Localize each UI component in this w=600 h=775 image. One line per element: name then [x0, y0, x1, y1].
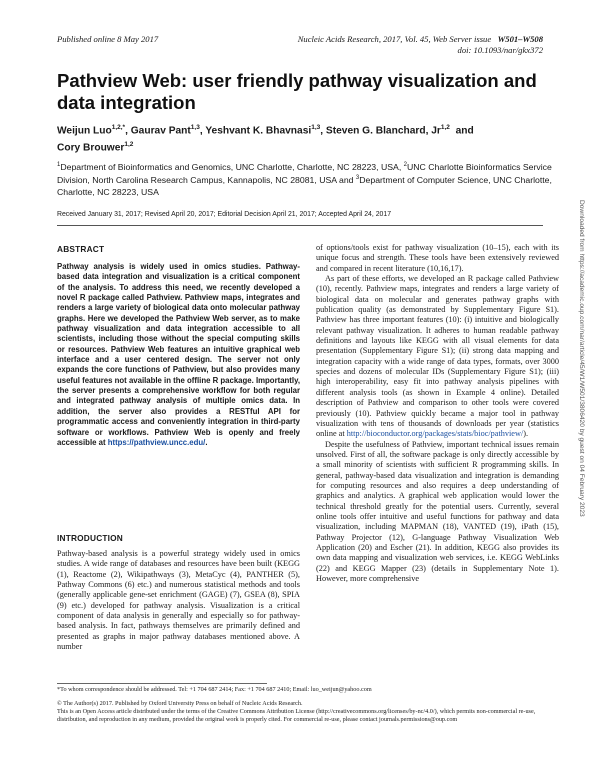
published-date: Published online 8 May 2017 [57, 34, 159, 44]
article-title: Pathview Web: user friendly pathway visualization and data integration [57, 70, 537, 113]
abstract-heading: ABSTRACT [57, 244, 105, 254]
download-watermark [576, 200, 586, 620]
introduction-body [57, 549, 300, 652]
body-text: As part of these efforts, we developed an R package called Pathview (10), recently. Pathview maps, integrates and renders a large variety of biological data on molecular and generates pathway graphs with publication quality (as demonstrated by Supplementary Figure S1). Pathview has three important features (10): (i) intuitive and biologically relevant pathway visualization. It adheres to human readable pathway definitions and layouts like KEGG with all visual elements for data presentation (Supplementary Figure S1); (ii) strong data mapping and integration capacity with a wide range of data types, formats, over 3000 species and dozens of molecular IDs (Supplementary Figure S1); (iii) high interoperability, easy fit into pathway analysis pipelines with different analysis tools (as shown in Example 4 online). Detailed description of Pathview and comparison to other tools were covered previously (10). Pathview quickly became a major tool in pathway visualization with tens of thousands of downloads per year (statistics online at [316, 274, 559, 439]
journal-header [240, 34, 543, 56]
download-note: Downloaded from https://academic.oup.com/nar/article/45/W1/W501/3806420 by guest on 04 February 2023 [578, 200, 585, 517]
author-list: Weijun Luo$^{1,2,*}$, Gaurav Pant$^{1,3}$, Yeshvant K. Bhavnasi$^{1,3}$, Steven G. Blanchard, Jr$^{1,2}$ and Cory Brouwer$^{1,2}$ [57, 124, 474, 154]
author-affil-sup: 1,3 [190, 124, 200, 131]
author-name: Weijun Luo [57, 125, 112, 137]
affiliation-1: Department of Bioinformatics and Genomics, UNC Charlotte, Charlotte, NC 28223, USA, [60, 161, 402, 172]
author-affil-sup: 1,2 [440, 124, 450, 131]
right-column-body [316, 243, 559, 584]
abstract-text: Pathway analysis is widely used in omics studies. Pathway-based data integration and visualization is a critical component of the analysis. To address this need, we recently developed a novel R package called Pathview. Pathview maps, integrates and renders a large variety of biological data onto molecular pathway graphs. Here we developed the Pathview Web server, as to make pathway visualization and data integration accessible to all scientists, including those without the special computing skills or resources. Pathview Web features an intuitive graphical web interface and a user centered design. The server not only expands the core functions of Pathview, but also provides many useful features not available in the offline R package. Importantly, the server presents a comprehensive workflow for both regular and integrated pathway analysis of multiple omics data. In addition, the server also provides a RESTful API for programmatic access and conveniently integration in third-party software or workflows. Pathview Web is openly and freely accessible at [57, 262, 300, 447]
bioconductor-link[interactable]: http://bioconductor.org/packages/stats/bioc/pathview/ [346, 429, 524, 439]
author-affil-sup: 1,3 [311, 124, 321, 131]
copyright-line: © The Author(s) 2017. Published by Oxford University Press on behalf of Nucleic Acids Research. [57, 700, 303, 707]
author-name: Yeshvant K. Bhavnasi [205, 125, 312, 137]
author-name: Steven G. Blanchard, Jr [325, 125, 441, 137]
page-range: W501–W508 [497, 34, 543, 44]
author-affil-sup: 1,2,* [111, 124, 126, 131]
introduction-heading: INTRODUCTION [57, 533, 124, 543]
author-name: Gaurav Pant [130, 125, 191, 137]
doi[interactable]: doi: 10.1093/nar/gkx372 [457, 45, 543, 55]
body-text: ). [523, 429, 529, 439]
author-and: and [455, 125, 474, 137]
affiliation-2: UNC Charlotte Bioinformatics Service Division, North Carolina Research Campus, Kannapolis, NC 28081, USA and [57, 161, 552, 186]
affiliation-3: Department of Computer Science, UNC Charlotte, Charlotte, NC 28223, USA [57, 175, 552, 197]
article-dates: Received January 31, 2017; Revised April 20, 2017; Editorial Decision April 21, 2017; Accepted April 24, 2017 [57, 211, 392, 218]
journal-citation: Nucleic Acids Research, 2017, Vol. 45, Web Server issue [297, 34, 492, 44]
affil-sup: 1 [57, 162, 61, 168]
intro-paragraph: Pathway-based analysis is a powerful strategy widely used in omics studies. A wide range of databases and resources have been built (KEGG (1), Reactome (2), Wikipathways (3), MetaCyc (4), PANTHER (5), Pathway Commons (6) etc.) and numerous statistical methods and tools (generally applicable gene-set enrichment (GAGE) (7), GSEA (8), SPIA (9) etc.) developed for pathway analysis. Visualization is a critical component of data analysis in generally and especially so for pathway-based analysis. In fact, pathways themselves are primarily defined and presented as graphs in major pathway databases mentioned above. A number [57, 549, 300, 652]
author-affil-sup: 1,2 [124, 140, 134, 148]
correspondence-footnote: *To whom correspondence should be addressed. Tel: +1 704 687 2414; Fax: +1 704 687 2410; Email: luo_weijun@yahoo.com [57, 686, 372, 693]
divider [57, 225, 543, 226]
affil-sup: 2 [403, 162, 407, 168]
server-link[interactable]: https://pathview.uncc.edu/ [107, 437, 206, 447]
body-paragraph: of options/tools exist for pathway visualization (10–15), each with its unique focus and strength. These tools have been extensively reviewed and compared in recent literature (10,16,17). [316, 243, 559, 273]
affil-sup: 3 [355, 175, 360, 182]
copyright-notice [57, 700, 543, 724]
body-paragraph [316, 274, 559, 440]
footnote-divider [57, 683, 267, 684]
author-name: Cory Brouwer [57, 142, 125, 154]
abstract-end: . [205, 437, 208, 447]
abstract-body [57, 262, 300, 448]
affiliations [57, 160, 557, 199]
license-text: This is an Open Access article distributed under the terms of the Creative Commons Attribution License (http://creativecommons.org/licenses/by-nc/4.0/), which permits non-commercial re-use, distribution, and reproduction in any medium, provided the original work is properly cited. For commercial re-use, please contact journals.permissions@oup.com [57, 708, 536, 723]
body-paragraph: Despite the usefulness of Pathview, important technical issues remain unsolved. First of all, the software package is only directly accessible by a small minority of scientists with sufficient R programming skills. In general, pathway-based data visualization and integration is demanding for computing resources and also requires a deep understanding of graphics and analytics. A graphical web application would lower the technical threshold greatly for the potential users. Currently, several online tools offer intuitive and useful functions for pathway and data visualization, including MAPMAN (18), VANTED (19), iPath (15), Pathway Projector (12), G-language Pathway Visualization Web Application (20) and Escher (21). In addition, KEGG also provides its own data mapping and visualization web services, i.e. KEGG WebLinks (22) and KEGG Mapper (23) (details in Supplementary Note 1). However, more comprehensive [316, 439, 559, 583]
